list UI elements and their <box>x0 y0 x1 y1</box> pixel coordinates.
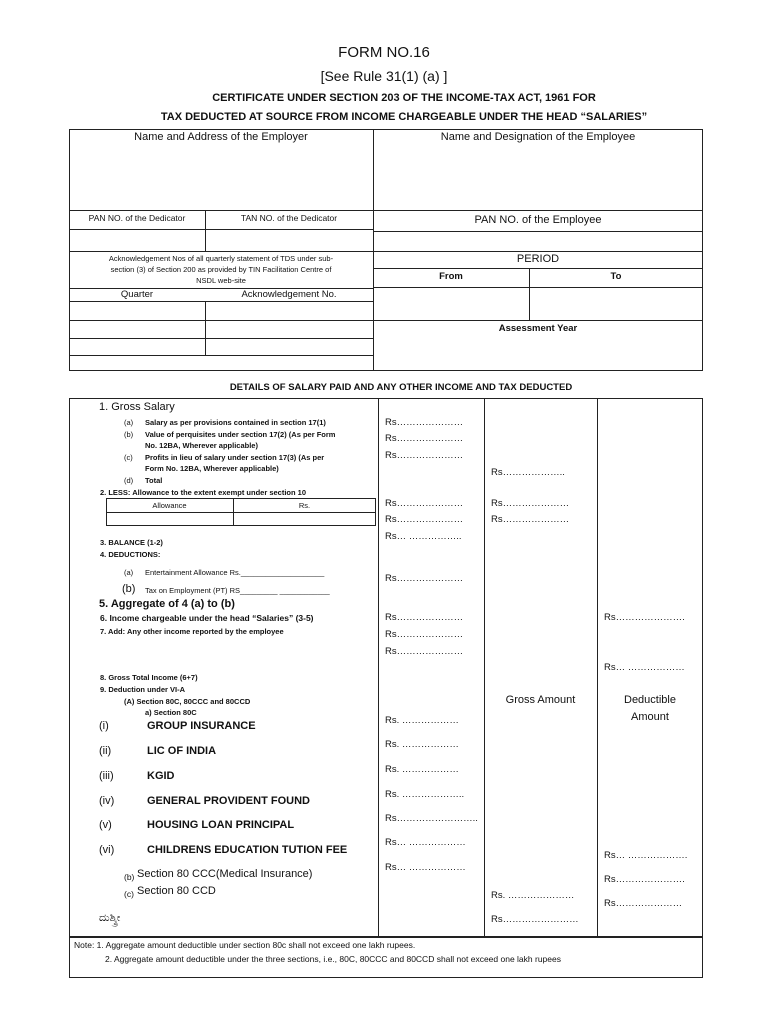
rs-amount-field: Rs…………………. <box>604 612 685 623</box>
item-b-text-2: No. 12BA, Wherever applicable) <box>145 441 258 450</box>
form-number: FORM NO.16 <box>338 44 430 61</box>
item-c-label: (c) <box>124 453 133 462</box>
item-d-text: Total <box>145 476 163 485</box>
ack-note-line3: NSDL web-site <box>196 276 246 285</box>
entertainment-allowance: Entertainment Allowance Rs.____________________ <box>145 568 325 577</box>
certificate-title-line1: CERTIFICATE UNDER SECTION 203 OF THE INCOME-TAX ACT, 1961 FOR <box>212 92 596 104</box>
period-label: PERIOD <box>516 253 560 265</box>
deduction-number: (i) <box>99 720 109 732</box>
item-d-label: (d) <box>124 476 134 485</box>
rs-amount-field: Rs…………………… <box>491 914 579 925</box>
deduction-item-text: GENERAL PROVIDENT FOUND <box>147 795 310 807</box>
item-b-text-1: Value of perquisites under section 17(2) (As per Form <box>145 430 336 439</box>
item-a-label: (a) <box>124 418 134 427</box>
employee-header: Name and Designation of the Employee <box>440 131 636 143</box>
rule-reference: [See Rule 31(1) (a) ] <box>320 68 448 84</box>
pan-deductor-label: PAN NO. of the Dedicator <box>88 213 186 223</box>
ack-note-line2: section (3) of Section 200 as provided by TIN Facilitation Centre of <box>110 265 332 274</box>
rs-amount-field: Rs… ……………… <box>385 862 466 873</box>
quarter-label: Quarter <box>120 289 154 300</box>
deduction-item-text: CHILDRENS EDUCATION TUTION FEE <box>147 844 348 856</box>
period-from-label: From <box>439 271 463 282</box>
rs-amount-field: Rs………………… <box>385 498 464 509</box>
gross-amount-header: Gross Amount <box>505 694 576 706</box>
deduction-number: (iv) <box>99 795 115 807</box>
certificate-title-line2: TAX DEDUCTED AT SOURCE FROM INCOME CHARGEABLE UNDER THE HEAD “SALARIES” <box>160 111 648 123</box>
sec80-line: (A) Section 80C, 80CCC and 80CCD <box>124 697 251 706</box>
assessment-year-label: Assessment Year <box>498 323 578 334</box>
period-to-label: To <box>610 271 622 282</box>
rs-amount-field: Rs………………… <box>385 646 464 657</box>
deductible-header-1: Deductible <box>624 694 676 706</box>
rs-amount-field: Rs………………… <box>385 573 464 584</box>
item2-less: 2. LESS: Allowance to the extent exempt under section 10 <box>100 488 307 497</box>
item-b-label: (b) <box>124 430 134 439</box>
item-c-text-2: Form No. 12BA, Wherever applicable) <box>145 464 279 473</box>
sec80ccc-label: (b) <box>124 872 135 882</box>
item8-gross-total: 8. Gross Total Income (6+7) <box>100 673 198 682</box>
employer-header: Name and Address of the Employer <box>134 131 308 143</box>
ack-note-line1: Acknowledgement Nos of all quarterly statement of TDS under sub- <box>108 254 334 263</box>
pan-employee-label: PAN NO. of the Employee <box>474 214 602 226</box>
deduction-number: (iii) <box>99 770 114 782</box>
sec80c-line: a) Section 80C <box>145 708 197 717</box>
rs-amount-field: Rs………………… <box>604 898 683 909</box>
item5-aggregate: 5. Aggregate of 4 (a) to (b) <box>99 598 235 610</box>
item7-other-income: 7. Add: Any other income reported by the employee <box>100 627 284 636</box>
item-a-text: Salary as per provisions contained in section 17(1) <box>145 418 326 427</box>
tan-deductor-label: TAN NO. of the Dedicator <box>240 213 338 223</box>
deduction-item-text: GROUP INSURANCE <box>147 720 256 732</box>
details-title: DETAILS OF SALARY PAID AND ANY OTHER INCOME AND TAX DEDUCTED <box>229 382 573 393</box>
rs-amount-field: Rs………………… <box>385 417 464 428</box>
deduction-item-text: LIC OF INDIA <box>147 745 217 757</box>
rs-amount-field: Rs………………… <box>385 514 464 525</box>
sec80ccd-text: Section 80 CCD <box>137 885 216 897</box>
ack-number-label: Acknowledgement No. <box>241 289 337 300</box>
ent-label: (a) <box>124 568 134 577</box>
rs-amount-field: Rs………………… <box>385 433 464 444</box>
deductible-header-2: Amount <box>631 711 669 723</box>
deduction-item-text: HOUSING LOAN PRINCIPAL <box>147 819 295 831</box>
employer-employee-table <box>69 129 703 371</box>
note-1: Note: 1. Aggregate amount deductible under section 80c shall not exceed one lakh rupees. <box>74 940 416 950</box>
item4-deductions: 4. DEDUCTIONS: <box>100 550 161 559</box>
deduction-number: (vi) <box>99 844 115 856</box>
rs-col-header: Rs. <box>298 501 311 510</box>
sec80ccd-label: (c) <box>124 889 134 899</box>
note-2: 2. Aggregate amount deductible under the three sections, i.e., 80C, 80CCC and 80CCD shall not exceed one lakh rupees <box>105 954 561 964</box>
rs-amount-field: Rs…………………. <box>604 874 685 885</box>
item9-deduction-via: 9. Deduction under VI-A <box>100 685 186 694</box>
rs-amount-field: Rs. ……………… <box>385 715 459 726</box>
rs-amount-field: Rs… ……………… <box>604 662 685 673</box>
pt-label: (b) <box>122 583 136 595</box>
rs-amount-field: Rs…………………….. <box>385 813 478 824</box>
rs-amount-field: Rs………………… <box>491 514 570 525</box>
rs-amount-field: Rs……………….. <box>491 467 565 478</box>
rs-amount-field: Rs… ………………. <box>604 850 688 861</box>
rs-amount-field: Rs. ……………… <box>385 764 459 775</box>
deduction-number: (v) <box>99 819 112 831</box>
rs-amount-field: Rs………………… <box>385 612 464 623</box>
rs-amount-field: Rs… …………….. <box>385 531 462 542</box>
rs-amount-field: Rs………………… <box>385 629 464 640</box>
rs-amount-field: Rs. ……………….. <box>385 789 465 800</box>
rs-amount-field: Rs. ………………… <box>491 890 575 901</box>
allowance-col-header: Allowance <box>152 501 187 510</box>
rs-amount-field: Rs. ……………… <box>385 739 459 750</box>
rs-amount-field: Rs… ……………… <box>385 837 466 848</box>
deduction-item-text: KGID <box>147 770 175 782</box>
deduction-number: (ii) <box>99 745 112 757</box>
item6-income-chargeable: 6. Income chargeable under the head “Salaries” (3-5) <box>100 613 314 623</box>
rs-amount-field: Rs………………… <box>385 450 464 461</box>
kannada-text: ದುಶ್ಶ್ರೀ <box>99 912 121 924</box>
gross-salary-label: 1. Gross Salary <box>99 401 175 413</box>
rs-amount-field: Rs………………… <box>491 498 570 509</box>
item3-balance: 3. BALANCE (1-2) <box>100 538 163 547</box>
sec80ccc-text: Section 80 CCC(Medical Insurance) <box>137 868 313 880</box>
item-c-text-1: Profits in lieu of salary under section 17(3) (As per <box>145 453 325 462</box>
tax-on-employment: Tax on Employment (PT) RS_________ ____________ <box>145 586 330 595</box>
